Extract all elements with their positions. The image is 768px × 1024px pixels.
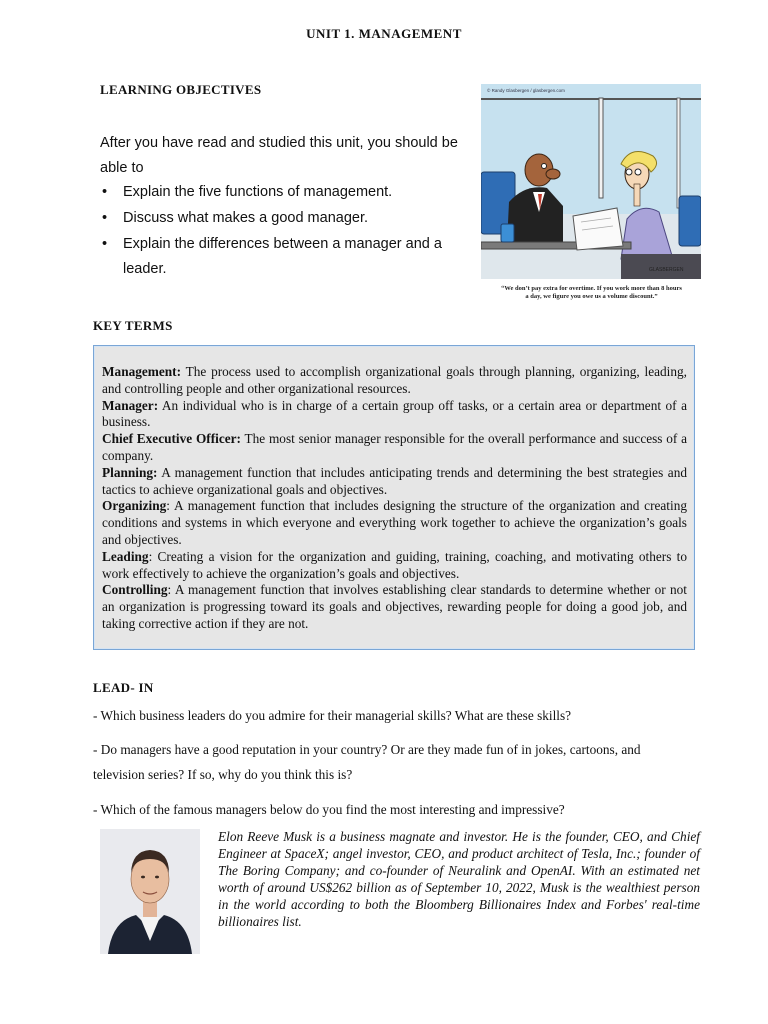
bullet-icon: • (102, 210, 108, 226)
cartoon-image (481, 84, 701, 279)
list-item (100, 206, 470, 231)
term-label: Organizing (102, 498, 167, 514)
profile-bio: Elon Reeve Musk is a business magnate and investor. He is the founder, CEO, and Chief Engineer at SpaceX; angel investor, CEO, and product architect of Tesla, Inc.; founder of The Boring Company; and co-founder of Neuralink and OpenAI. With an estimated net worth of around US$262 billion as of September 10, 2022, Musk is the wealthiest person in the world according to both the Bloomberg Billionaires Index and Forbes' real-time billionaires list. (218, 829, 700, 929)
term-label: Leading (102, 548, 149, 564)
lead-in-question: - Do managers have a good reputation in your country? Or are they made fun of in jokes, cartoons, and television series? If so, why do you think this is? (93, 742, 641, 782)
list-item (100, 232, 470, 282)
learning-objectives-heading: LEARNING OBJECTIVES (100, 82, 262, 97)
person-portrait-icon (100, 829, 200, 954)
term-label: Chief Executive Officer: (102, 431, 241, 447)
bullet-icon: • (102, 236, 108, 252)
term-definition: : A management function that involves establishing clear standards to determine whether or not an organization is progressing toward its goals and objectives, rewarding people for doing a good job, and taking corrective action if they are not. (102, 582, 687, 631)
cartoon-caption: “We don’t pay extra for overtime. If you work more than 8 hours a day, we figure you owe us a volume discount.” (501, 285, 682, 300)
objective-text: Explain the differences between a manager and a leader. (123, 236, 442, 277)
term-definition: A management function that includes anticipating trends and determining the best strategies and tactics to achieve organizational goals and objectives. (102, 464, 687, 497)
definition-entry (102, 465, 687, 499)
key-terms-box (93, 345, 695, 650)
definition-entry (102, 582, 687, 632)
definition-entry (102, 549, 687, 583)
objective-text: Explain the five functions of management. (123, 184, 393, 200)
profile-photo (100, 829, 200, 954)
lead-in-question: - Which of the famous managers below do you find the most interesting and impressive? (93, 802, 565, 817)
term-label: Planning: (102, 464, 158, 480)
bullet-icon: • (102, 184, 108, 200)
cartoon-signature: GLASBERGEN (649, 267, 684, 273)
term-label: Controlling (102, 582, 168, 598)
lead-in-question: - Which business leaders do you admire for their managerial skills? What are these skills? (93, 708, 572, 723)
objective-text: Discuss what makes a good manager. (123, 210, 369, 226)
term-label: Management: (102, 364, 182, 379)
learning-objectives-list (100, 180, 470, 283)
list-item (100, 180, 470, 205)
learning-objectives-intro: After you have read and studied this unit, you should be able to (100, 135, 458, 176)
key-terms-heading: KEY TERMS (93, 318, 173, 333)
cartoon-credit: © Randy Glasbergen / glasbergen.com (487, 88, 565, 93)
term-definition: : A management function that includes designing the structure of the organization and creating conditions and systems in which everyone and everything work together to achieve the organization’s goals and objectives. (102, 498, 687, 547)
definition-entry (102, 364, 687, 398)
term-definition: The process used to accomplish organizational goals through planning, organizing, leading, and controlling people and other organizational resources. (102, 364, 687, 396)
unit-title: UNIT 1. MANAGEMENT (306, 26, 462, 41)
term-definition: : Creating a vision for the organization and guiding, training, coaching, and motivating others to work effectively to achieve the organization’s goals and objectives. (102, 548, 687, 581)
definition-entry (102, 431, 687, 465)
cartoon-illustration (481, 84, 701, 279)
term-definition: An individual who is in charge of a certain group off tasks, or a certain area or department of a business. (102, 397, 687, 430)
term-definition: The most senior manager responsible for the overall performance and success of a company. (102, 431, 687, 463)
definition-entry (102, 398, 687, 432)
lead-in-heading: LEAD- IN (93, 680, 154, 695)
office-cartoon (481, 84, 701, 316)
definition-entry (102, 498, 687, 548)
term-label: Manager: (102, 397, 159, 413)
